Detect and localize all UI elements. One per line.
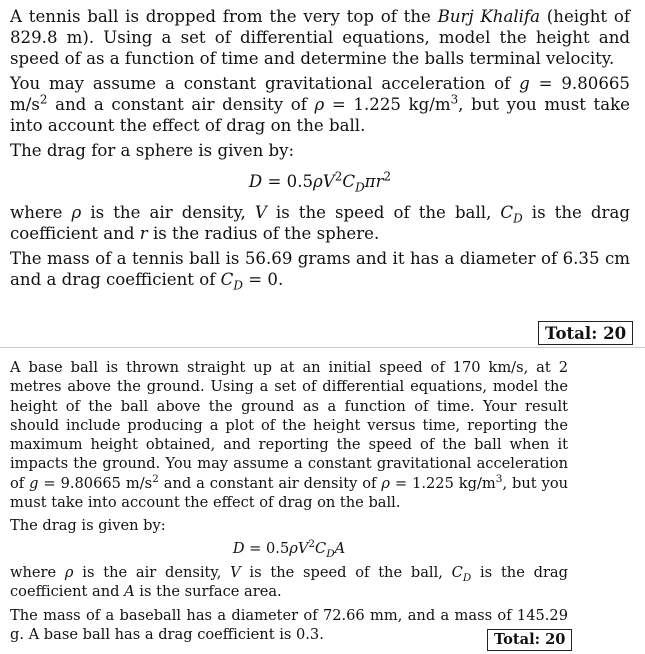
q1-mass-c-subscript: D	[233, 278, 243, 293]
q1-var-c-desc: is the drag coefficient and	[10, 203, 630, 243]
q2-var-a-desc: is the surface area.	[134, 583, 282, 601]
q2-rho-unit-exponent: 3	[495, 472, 503, 485]
question-1	[10, 6, 630, 293]
q1-eq-rho-v: ρV	[313, 172, 335, 191]
q2-var-v: V	[230, 563, 241, 581]
q1-intro-paragraph	[10, 6, 630, 69]
section-divider	[0, 347, 645, 348]
q1-mass-paragraph	[10, 248, 630, 293]
q2-g-unit-exponent: 2	[152, 472, 159, 485]
q2-var-c-desc: is the drag coefficient and	[10, 563, 568, 601]
q2-eq-coefficient: = 0.5	[244, 539, 290, 557]
q1-eq-lhs: D	[248, 172, 263, 191]
q1-eq-coefficient: = 0.5	[262, 172, 314, 191]
q1-assume-text-c: and a constant air density of	[47, 95, 315, 114]
q2-where-text: where	[10, 563, 65, 581]
q1-var-v: V	[254, 203, 267, 222]
q2-intro-paragraph	[10, 358, 568, 512]
q1-variables-paragraph	[10, 202, 630, 244]
q2-variables-paragraph	[10, 563, 568, 602]
q1-eq-c-subscript: D	[355, 180, 365, 195]
q2-var-rho-desc: is the air density,	[73, 563, 231, 581]
q2-mass-paragraph: The mass of a baseball has a diameter of 72.66 mm, and a mass of 145.29 g. A base ball has a drag coefficient is 0.3.	[10, 606, 568, 643]
q2-var-rho: ρ	[64, 563, 74, 581]
q2-drag-intro: The drag is given by:	[10, 517, 166, 535]
q2-drag-equation	[10, 539, 568, 558]
q1-assumptions-paragraph	[10, 73, 630, 136]
q2-eq-c-subscript: D	[326, 547, 335, 560]
q1-eq-v-exponent: 2	[334, 169, 343, 184]
q2-eq-rho-v: ρV	[289, 539, 309, 557]
q1-var-c-subscript: D	[513, 211, 523, 226]
q1-intro-text-a: A tennis ball is dropped from the very top of the	[10, 7, 438, 26]
q1-mass-text: The mass of a tennis ball is 56.69 grams and it has a diameter of 6.35 cm and a drag coefficient of	[10, 249, 630, 289]
q2-intro-text-e: , but you must take into account the effect of drag on the ball.	[10, 474, 569, 512]
q1-eq-c: C	[342, 172, 356, 191]
q1-g-unit-exponent: 2	[39, 92, 48, 107]
q2-var-c-subscript: D	[462, 571, 472, 584]
q1-where-text: where	[10, 203, 72, 222]
q1-mass-c: C	[220, 270, 234, 289]
q1-building-name: Burj Khalifa	[437, 7, 541, 26]
q1-var-r: r	[139, 224, 148, 243]
q1-drag-intro: The drag for a sphere is given by:	[10, 141, 295, 160]
q2-intro-text-a: A base ball is thrown straight up at an initial speed of 170 km/s, at 2 metres above the ground. Using a set of differential equations, model the height of the ball above the ground as a function of time. Your result should include producing a plot of the height versus time, reporting the maximum height obtained, and reporting the speed of the ball when it impacts the ground. You may assume a constant gravitational acceleration of	[10, 359, 568, 492]
q1-g-value: = 9.80665 m/s	[10, 74, 630, 114]
q1-var-rho-desc: is the air density,	[81, 203, 255, 222]
q2-total-box: Total: 20	[487, 629, 572, 651]
q1-var-r-desc: is the radius of the sphere.	[147, 224, 380, 243]
q1-drag-equation	[10, 169, 630, 195]
q2-rho-symbol: ρ	[381, 474, 390, 492]
q2-rho-value: = 1.225 kg/m	[389, 474, 496, 492]
q1-assume-text-a: You may assume a constant gravitational acceleration of	[10, 74, 520, 93]
q1-var-c: C	[500, 203, 514, 222]
q1-var-v-desc: is the speed of the ball,	[266, 203, 501, 222]
q1-g-symbol: g	[519, 74, 530, 93]
q1-rho-value: = 1.225 kg/m	[324, 95, 451, 114]
q2-intro-text-c: and a constant air density of	[158, 474, 382, 492]
q2-g-symbol: g	[29, 474, 39, 492]
q1-assume-text-e: , but you must take into account the effect of drag on the ball.	[10, 95, 630, 135]
q2-var-v-desc: is the speed of the ball,	[240, 563, 452, 581]
q2-eq-v-exponent: 2	[308, 537, 316, 550]
q1-total-box: Total: 20	[538, 321, 633, 345]
q1-eq-pi-r: πr	[364, 172, 384, 191]
q2-g-value: = 9.80665 m/s	[38, 474, 153, 492]
q1-intro-text-b: (height of 829.8 m). Using a set of differential equations, model the height and speed of as a function of time and determine the balls terminal velocity.	[10, 7, 630, 68]
q2-eq-lhs: D	[232, 539, 245, 557]
q1-eq-r-exponent: 2	[383, 169, 392, 184]
q1-rho-symbol: ρ	[314, 95, 325, 114]
question-2	[10, 358, 568, 644]
q2-var-c: C	[451, 563, 463, 581]
q1-var-rho: ρ	[71, 203, 82, 222]
q2-var-a: A	[124, 583, 135, 601]
q1-rho-unit-exponent: 3	[450, 92, 459, 107]
q2-eq-c: C	[315, 539, 327, 557]
q2-eq-a: A	[334, 539, 346, 557]
q1-mass-cd-value: = 0.	[242, 270, 284, 289]
